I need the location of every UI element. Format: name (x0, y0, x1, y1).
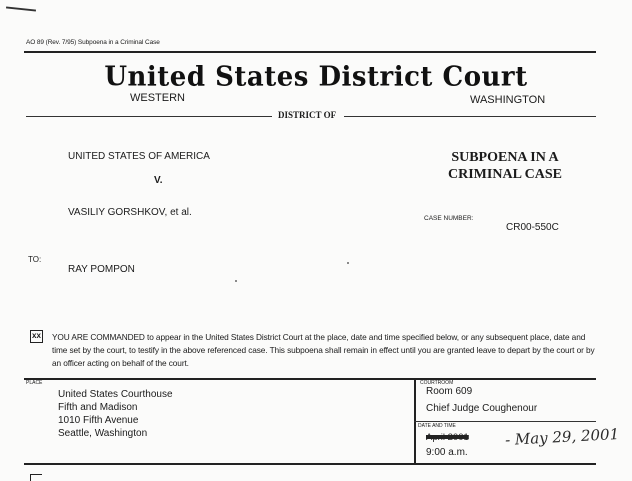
footer-rule (24, 463, 596, 465)
plaintiff: UNITED STATES OF AMERICA (68, 151, 210, 162)
speck (235, 280, 237, 282)
appearance-time: 9:00 a.m. (426, 447, 468, 458)
courtroom-room: Room 609 (426, 386, 473, 397)
courtroom-rule (414, 421, 596, 422)
courtroom-label: COURTROOM (420, 380, 454, 386)
versus: V. (154, 175, 163, 186)
defendant: VASILIY GORSHKOV, et al. (68, 207, 192, 218)
section-rule (24, 378, 596, 380)
district-left: WESTERN (130, 92, 185, 104)
place-label: PLACE (26, 380, 43, 386)
district-of-label: DISTRICT OF (278, 110, 337, 120)
address-line: United States Courthouse (58, 389, 173, 400)
district-rule-left (26, 116, 272, 117)
court-name: United States District Court (104, 61, 528, 93)
struck-date: April 2001 (426, 432, 469, 443)
speck (347, 262, 349, 264)
subpoena-title: SUBPOENA IN A CRIMINAL CASE (448, 150, 562, 182)
courtroom-judge: Chief Judge Coughenour (426, 403, 538, 414)
place-address (58, 388, 173, 440)
district-rule-right (344, 116, 596, 117)
handwritten-date: - May 29, 2001 (504, 425, 620, 449)
case-number-label: CASE NUMBER: (424, 215, 474, 222)
address-line: Seattle, Washington (58, 428, 148, 439)
address-line: 1010 Fifth Avenue (58, 415, 139, 426)
date-time-label: DATE AND TIME (418, 423, 456, 429)
command-checkbox[interactable]: xx (30, 330, 43, 343)
district-right: WASHINGTON (470, 94, 546, 106)
header-rule (24, 51, 596, 53)
address-line: Fifth and Madison (58, 402, 138, 413)
case-number: CR00-550C (506, 222, 559, 233)
command-text: YOU ARE COMMANDED to appear in the United States District Court at the place, date and time specified below, or any subsequent place, date and time set by the court, to testify in the above referenced case. This subpoena shall remain in effect until you are granted leave to depart by the court or by an officer acting on behalf of the court. (52, 332, 595, 368)
recipient-name: RAY POMPON (68, 264, 135, 275)
to-label: TO: (28, 255, 42, 264)
stray-pen-mark (6, 6, 36, 11)
form-number: AO 89 (Rev. 7/95) Subpoena in a Criminal Case (26, 39, 160, 46)
